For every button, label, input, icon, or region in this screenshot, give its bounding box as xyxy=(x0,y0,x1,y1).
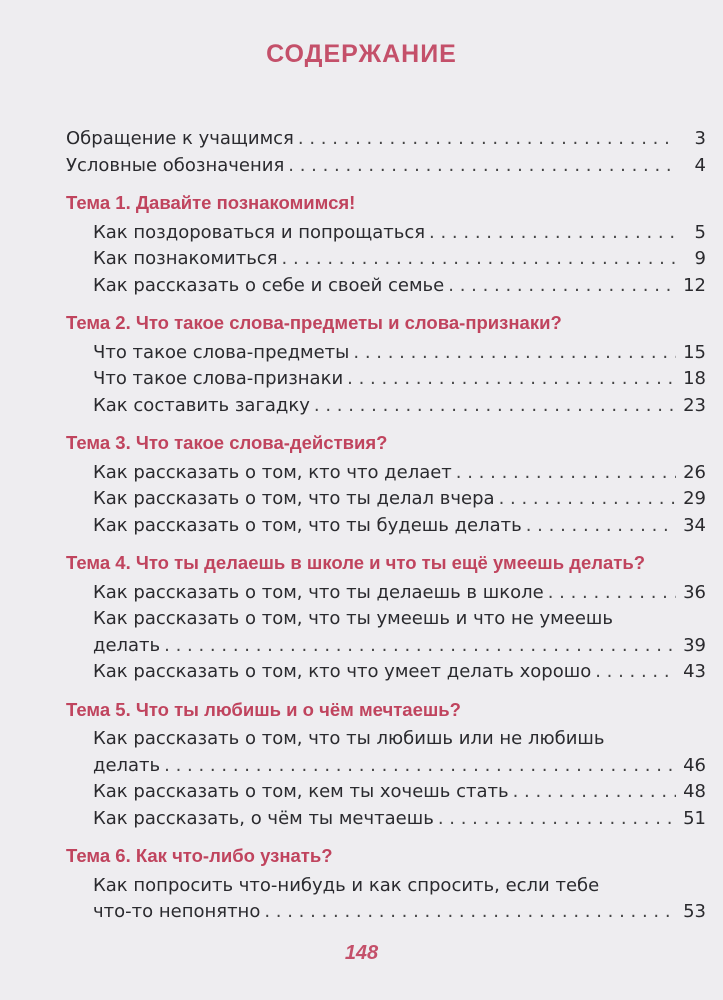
page-number: 148 xyxy=(344,942,379,964)
toc-entry[interactable] xyxy=(66,340,706,367)
entry-page: 5 xyxy=(694,221,706,243)
entry-page: 51 xyxy=(683,807,706,829)
toc-entry[interactable] xyxy=(66,659,706,686)
entry-text: Как рассказать о том, кто что умеет делать хорошо xyxy=(93,661,592,682)
entry-page: 43 xyxy=(683,661,706,682)
entry-text: Как рассказать о том, что ты делал вчера xyxy=(93,488,495,509)
dot-leader xyxy=(499,486,676,513)
toc-entry-line xyxy=(66,873,706,900)
topic-heading: Тема 1. Давайте познакомимся! xyxy=(66,192,356,213)
entry-text: делать xyxy=(93,754,161,776)
entry-page: 12 xyxy=(683,274,706,296)
toc-entry[interactable] xyxy=(66,806,706,833)
topic-heading: Тема 3. Что такое слова-действия? xyxy=(66,432,388,453)
entry-page: 26 xyxy=(683,461,706,483)
topic-heading: Тема 4. Что ты делаешь в школе и что ты ещё умеешь делать? xyxy=(66,552,646,573)
page-title: СОДЕРЖАНИЕ xyxy=(266,40,457,68)
toc-entry[interactable] xyxy=(66,460,706,487)
entry-page: 23 xyxy=(683,394,706,416)
entry-text: Как рассказать о том, кто что делает xyxy=(93,461,452,483)
toc-entry[interactable] xyxy=(66,580,706,607)
entry-text: Как рассказать о том, что ты любишь или не любишь xyxy=(93,728,605,749)
toc-entry[interactable] xyxy=(66,753,706,780)
entry-page: 39 xyxy=(683,634,706,656)
entry-text: Что такое слова-предметы xyxy=(93,341,350,363)
topic-heading: Тема 6. Как что-либо узнать? xyxy=(66,845,333,866)
table-of-contents xyxy=(66,126,706,926)
dot-leader xyxy=(595,659,676,686)
dot-leader xyxy=(164,753,676,780)
entry-text: Как познакомиться xyxy=(93,248,278,269)
toc-entry[interactable] xyxy=(66,246,706,273)
toc-entry[interactable] xyxy=(66,486,706,513)
toc-entry[interactable] xyxy=(66,393,706,420)
dot-leader xyxy=(456,460,676,487)
toc-entry[interactable] xyxy=(66,899,706,926)
toc-entry[interactable] xyxy=(66,153,706,180)
dot-leader xyxy=(353,340,676,367)
entry-text: что-то непонятно xyxy=(93,901,261,922)
entry-page: 53 xyxy=(683,901,706,922)
dot-leader xyxy=(264,899,676,926)
entry-page: 4 xyxy=(694,154,706,176)
toc-entry[interactable] xyxy=(66,220,706,247)
dot-leader xyxy=(526,513,676,540)
toc-entry[interactable] xyxy=(66,366,706,393)
entry-text: Как рассказать о том, что ты умеешь и что не умеешь xyxy=(93,608,613,629)
toc-entry[interactable] xyxy=(66,513,706,540)
entry-page: 18 xyxy=(683,368,706,389)
entry-text: Обращение к учащимся xyxy=(66,128,294,149)
toc-entry[interactable] xyxy=(66,126,706,153)
dot-leader xyxy=(513,779,676,806)
toc-entry[interactable] xyxy=(66,779,706,806)
entry-page: 9 xyxy=(694,248,706,269)
entry-text: делать xyxy=(93,634,161,656)
topic-heading: Тема 5. Что ты любишь и о чём мечтаешь? xyxy=(66,698,461,720)
entry-text: Что такое слова-признаки xyxy=(93,368,344,389)
entry-page: 34 xyxy=(683,514,706,536)
dot-leader xyxy=(282,246,676,273)
entry-text: Условные обозначения xyxy=(66,154,285,176)
toc-entry-line xyxy=(66,606,706,633)
entry-text: Как рассказать, о чём ты мечтаешь xyxy=(93,807,434,829)
entry-text: Как попросить что-нибудь и как спросить, если тебе xyxy=(93,874,600,896)
entry-page: 36 xyxy=(683,581,706,603)
dot-leader xyxy=(164,633,676,660)
entry-text: Как рассказать о том, кем ты хочешь стать xyxy=(93,781,509,802)
dot-leader xyxy=(548,580,676,607)
entry-page: 29 xyxy=(683,488,706,509)
entry-text: Как составить загадку xyxy=(93,394,310,416)
dot-leader xyxy=(298,126,676,153)
toc-entry[interactable] xyxy=(66,633,706,660)
dot-leader xyxy=(448,273,676,300)
dot-leader xyxy=(438,806,676,833)
entry-page: 48 xyxy=(683,781,706,802)
entry-page: 46 xyxy=(683,754,706,776)
dot-leader xyxy=(347,366,676,393)
entry-text: Как рассказать о том, что ты будешь делать xyxy=(93,514,522,536)
entry-page: 3 xyxy=(694,128,706,149)
entry-text: Как рассказать о себе и своей семье xyxy=(93,274,445,296)
dot-leader xyxy=(314,393,676,420)
dot-leader xyxy=(288,153,676,180)
toc-entry[interactable] xyxy=(66,273,706,300)
entry-text: Как рассказать о том, что ты делаешь в школе xyxy=(93,581,544,603)
dot-leader xyxy=(429,220,676,247)
entry-page: 15 xyxy=(683,341,706,363)
entry-text: Как поздороваться и попрощаться xyxy=(93,221,426,243)
toc-entry-line xyxy=(66,726,706,753)
topic-heading: Тема 2. Что такое слова-предметы и слова-признаки? xyxy=(66,312,562,333)
